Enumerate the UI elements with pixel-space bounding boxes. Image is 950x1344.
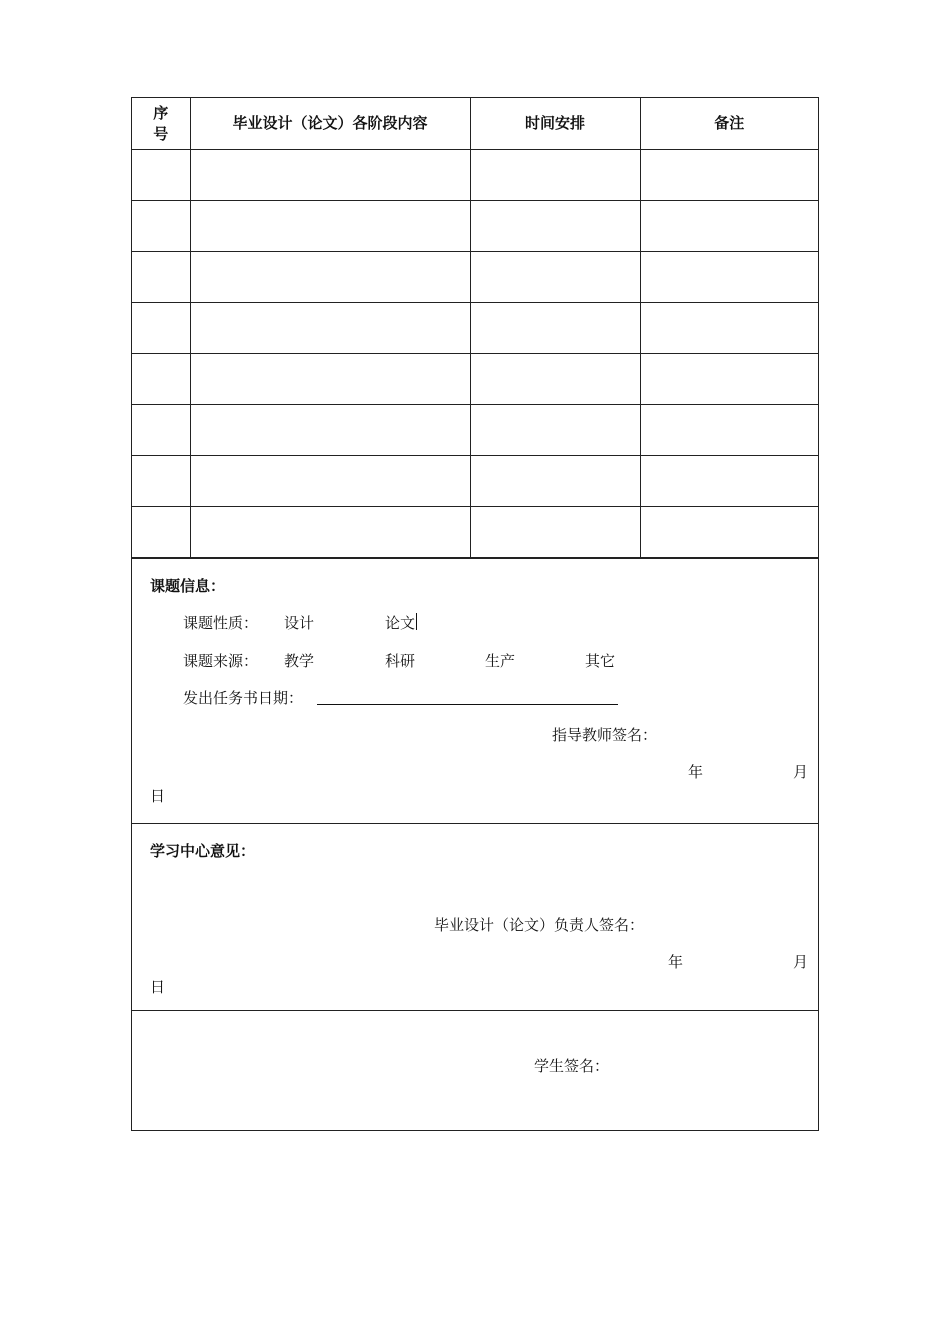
cell-time[interactable] [470, 201, 640, 252]
cell-remark[interactable] [640, 201, 818, 252]
text-cursor [416, 613, 417, 630]
advisor-date-month: 月 [793, 763, 809, 781]
table-row [132, 201, 818, 252]
cell-remark[interactable] [640, 303, 818, 354]
center-date-day: 日 [150, 978, 166, 996]
issue-date-label: 发出任务书日期： [183, 689, 304, 707]
cell-content[interactable] [190, 507, 470, 558]
cell-remark[interactable] [640, 456, 818, 507]
cell-content[interactable] [190, 354, 470, 405]
source-option-production[interactable]: 生产 [485, 652, 516, 670]
cell-time[interactable] [470, 507, 640, 558]
cell-remark[interactable] [640, 354, 818, 405]
nature-option-design[interactable]: 设计 [284, 614, 315, 632]
cell-remark[interactable] [640, 507, 818, 558]
center-opinion-section [132, 823, 818, 1010]
task-form [131, 97, 819, 1131]
cell-content[interactable] [190, 303, 470, 354]
topic-info-title: 课题信息： [150, 577, 226, 595]
cell-time[interactable] [470, 252, 640, 303]
table-row [132, 354, 818, 405]
table-row [132, 252, 818, 303]
cell-no[interactable] [132, 405, 190, 456]
source-option-research[interactable]: 科研 [385, 652, 416, 670]
cell-no[interactable] [132, 354, 190, 405]
cell-content[interactable] [190, 201, 470, 252]
table-row [132, 456, 818, 507]
cell-content[interactable] [190, 456, 470, 507]
cell-remark[interactable] [640, 150, 818, 201]
center-date-year: 年 [668, 953, 684, 971]
header-no: 序号 [132, 98, 190, 150]
advisor-date-day: 日 [150, 787, 166, 805]
cell-no[interactable] [132, 456, 190, 507]
cell-no[interactable] [132, 303, 190, 354]
cell-time[interactable] [470, 456, 640, 507]
student-signature-label: 学生签名： [534, 1057, 610, 1075]
source-option-teaching[interactable]: 教学 [284, 652, 315, 670]
advisor-signature-label: 指导教师签名： [552, 726, 658, 744]
nature-option-thesis[interactable]: 论文 [385, 614, 416, 632]
table-row [132, 507, 818, 558]
center-opinion-title: 学习中心意见： [150, 842, 256, 860]
topic-source-label: 课题来源： [183, 652, 259, 670]
cell-no[interactable] [132, 150, 190, 201]
cell-remark[interactable] [640, 252, 818, 303]
header-content: 毕业设计（论文）各阶段内容 [190, 98, 470, 150]
cell-content[interactable] [190, 150, 470, 201]
advisor-date-year: 年 [688, 763, 704, 781]
cell-content[interactable] [190, 252, 470, 303]
table-header-row [132, 98, 818, 150]
cell-no[interactable] [132, 507, 190, 558]
issue-date-field[interactable] [317, 704, 618, 705]
table-row [132, 303, 818, 354]
center-date-month: 月 [793, 953, 809, 971]
cell-content[interactable] [190, 405, 470, 456]
header-remark: 备注 [640, 98, 818, 150]
cell-remark[interactable] [640, 405, 818, 456]
cell-time[interactable] [470, 150, 640, 201]
cell-time[interactable] [470, 354, 640, 405]
student-section [132, 1010, 818, 1130]
table-row [132, 405, 818, 456]
cell-time[interactable] [470, 303, 640, 354]
topic-nature-label: 课题性质： [183, 614, 259, 632]
topic-info-section [132, 558, 818, 823]
responsible-signature-label: 毕业设计（论文）负责人签名： [434, 916, 645, 934]
header-time: 时间安排 [470, 98, 640, 150]
cell-no[interactable] [132, 201, 190, 252]
table-row [132, 150, 818, 201]
cell-no[interactable] [132, 252, 190, 303]
stage-plan-table [132, 98, 818, 558]
source-option-other[interactable]: 其它 [585, 652, 616, 670]
cell-time[interactable] [470, 405, 640, 456]
